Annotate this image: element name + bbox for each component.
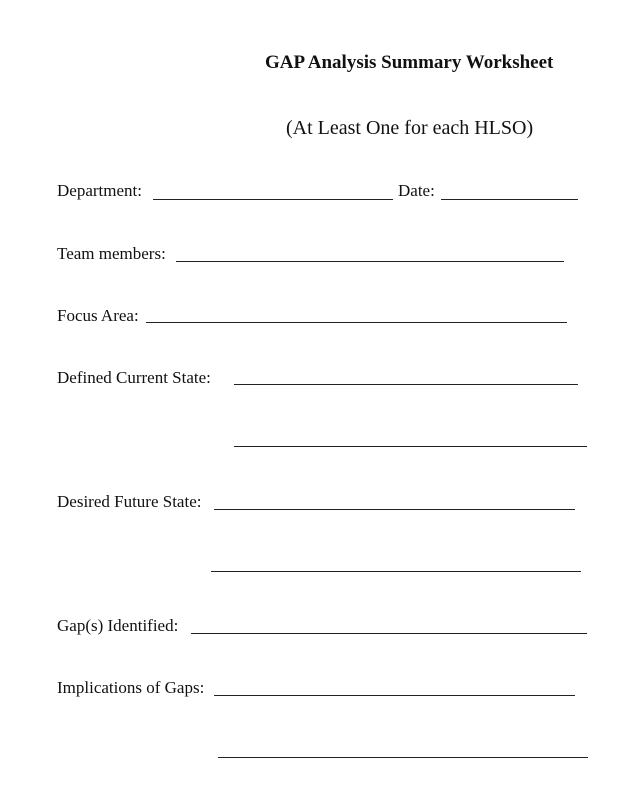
date-label: Date: xyxy=(398,181,435,200)
future-state-line-2[interactable] xyxy=(211,571,581,572)
implications-line-1[interactable] xyxy=(214,695,575,696)
gaps-line[interactable] xyxy=(191,633,587,634)
current-state-line-1[interactable] xyxy=(234,384,578,385)
worksheet-subtitle: (At Least One for each HLSO) xyxy=(286,117,534,139)
date-line[interactable] xyxy=(441,199,578,200)
current-state-line-2[interactable] xyxy=(234,446,587,447)
current-state-label: Defined Current State: xyxy=(57,368,211,387)
future-state-label: Desired Future State: xyxy=(57,492,202,511)
department-label: Department: xyxy=(57,181,142,200)
focus-area-label: Focus Area: xyxy=(57,306,139,325)
implications-label: Implications of Gaps: xyxy=(57,678,205,697)
focus-area-line[interactable] xyxy=(146,322,567,323)
gaps-label: Gap(s) Identified: xyxy=(57,616,179,635)
worksheet-title: GAP Analysis Summary Worksheet xyxy=(265,52,554,73)
team-members-label: Team members: xyxy=(57,244,166,263)
department-line[interactable] xyxy=(153,199,393,200)
future-state-line-1[interactable] xyxy=(214,509,575,510)
implications-line-2[interactable] xyxy=(218,757,588,758)
team-members-line[interactable] xyxy=(176,261,564,262)
